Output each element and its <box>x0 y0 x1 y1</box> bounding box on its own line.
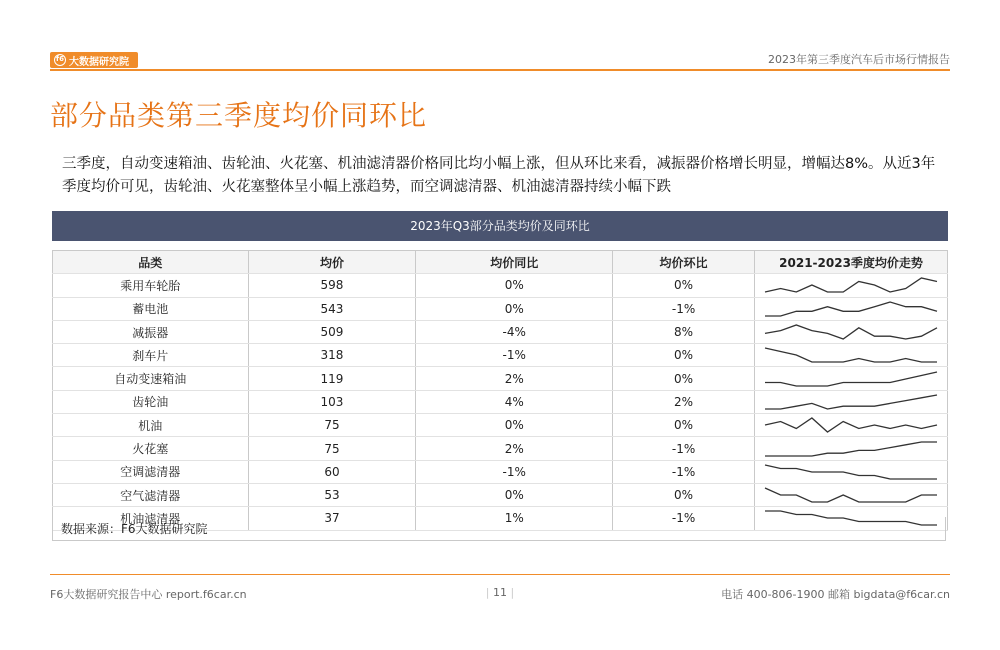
cell-trend <box>755 414 948 437</box>
cell-category: 自动变速箱油 <box>53 367 249 390</box>
cell-yoy: 4% <box>416 390 613 413</box>
cell-trend <box>755 390 948 413</box>
cell-qoq: -1% <box>613 437 755 460</box>
cell-yoy: -4% <box>416 320 613 343</box>
trend-sparkline <box>763 370 939 388</box>
cell-qoq: 0% <box>613 367 755 390</box>
table-title: 2023年Q3部分品类均价及同环比 <box>52 211 948 241</box>
col-header-category: 品类 <box>53 251 249 274</box>
cell-category: 机油 <box>53 414 249 437</box>
logo-text: 大数据研究院 <box>69 56 129 68</box>
cell-price: 509 <box>248 320 416 343</box>
cell-yoy: 0% <box>416 297 613 320</box>
table-row <box>53 297 948 320</box>
cell-qoq: 0% <box>613 344 755 367</box>
cell-price: 103 <box>248 390 416 413</box>
cell-qoq: -1% <box>613 460 755 483</box>
trend-line <box>765 302 937 316</box>
cell-trend <box>755 483 948 506</box>
cell-category: 刹车片 <box>53 344 249 367</box>
footer-contact: 电话 400-806-1900 邮箱 bigdata@f6car.cn <box>721 588 950 601</box>
cell-category: 减振器 <box>53 320 249 343</box>
report-title: 2023年第三季度汽车后市场行情报告 <box>768 53 950 66</box>
cell-price: 60 <box>248 460 416 483</box>
col-header-yoy: 均价同比 <box>416 251 613 274</box>
cell-price: 598 <box>248 274 416 297</box>
trend-sparkline <box>763 276 939 294</box>
cell-trend <box>755 274 948 297</box>
cell-price: 75 <box>248 414 416 437</box>
cell-category: 蓄电池 <box>53 297 249 320</box>
trend-line <box>765 395 937 409</box>
logo-mark-icon: f6 <box>54 54 66 66</box>
cell-yoy: -1% <box>416 460 613 483</box>
cell-qoq: 0% <box>613 414 755 437</box>
table-row <box>53 367 948 390</box>
trend-sparkline <box>763 440 939 458</box>
page-separator: | <box>510 586 515 599</box>
table-header-row <box>53 251 948 274</box>
cell-qoq: 0% <box>613 274 755 297</box>
cell-price: 543 <box>248 297 416 320</box>
cell-trend <box>755 460 948 483</box>
table-row <box>53 483 948 506</box>
cell-yoy: 0% <box>416 274 613 297</box>
cell-yoy: 0% <box>416 414 613 437</box>
header-divider <box>50 69 950 71</box>
cell-trend <box>755 367 948 390</box>
cell-category: 空气滤清器 <box>53 483 249 506</box>
table-row <box>53 414 948 437</box>
trend-line <box>765 325 937 339</box>
page-separator: | <box>485 586 490 599</box>
cell-price: 53 <box>248 483 416 506</box>
trend-line <box>765 278 937 292</box>
cell-trend <box>755 437 948 460</box>
trend-line <box>765 488 937 502</box>
trend-line <box>765 372 937 386</box>
cell-trend <box>755 297 948 320</box>
table-row <box>53 437 948 460</box>
cell-trend <box>755 320 948 343</box>
trend-sparkline <box>763 300 939 318</box>
price-table <box>52 250 948 531</box>
trend-sparkline <box>763 463 939 481</box>
cell-yoy: 0% <box>416 483 613 506</box>
cell-price: 75 <box>248 437 416 460</box>
page-title: 部分品类第三季度均价同环比 <box>50 99 428 132</box>
cell-price: 37 <box>248 507 416 530</box>
col-header-price: 均价 <box>248 251 416 274</box>
cell-yoy: 2% <box>416 437 613 460</box>
cell-qoq: -1% <box>613 297 755 320</box>
table-row <box>53 344 948 367</box>
trend-sparkline <box>763 323 939 341</box>
cell-price: 119 <box>248 367 416 390</box>
table-row <box>53 460 948 483</box>
page-number <box>470 586 530 599</box>
trend-line <box>765 348 937 362</box>
cell-yoy: -1% <box>416 344 613 367</box>
cell-category: 空调滤清器 <box>53 460 249 483</box>
trend-sparkline <box>763 346 939 364</box>
cell-category: 火花塞 <box>53 437 249 460</box>
footer-site: F6大数据研究报告中心 report.f6car.cn <box>50 588 247 601</box>
cell-qoq: -1% <box>613 507 755 530</box>
table-row <box>53 274 948 297</box>
trend-line <box>765 465 937 479</box>
col-header-qoq: 均价环比 <box>613 251 755 274</box>
cell-yoy: 2% <box>416 367 613 390</box>
footer-divider <box>50 574 950 575</box>
trend-line <box>765 442 937 456</box>
trend-sparkline <box>763 416 939 434</box>
cell-qoq: 8% <box>613 320 755 343</box>
cell-category: 乘用车轮胎 <box>53 274 249 297</box>
brand-logo <box>50 52 138 68</box>
cell-qoq: 2% <box>613 390 755 413</box>
data-source-note: 数据来源：F6大数据研究院 <box>52 517 946 541</box>
page-number-value: 11 <box>493 586 507 599</box>
summary-paragraph: 三季度，自动变速箱油、齿轮油、火花塞、机油滤清器价格同比均小幅上涨，但从环比来看，减振器价格增长明显，增幅达8%。从近3年季度均价可见，齿轮油、火花塞整体呈小幅上涨趋势，而空调滤清器、机油滤清器持续小幅下跌 <box>62 156 936 195</box>
trend-line <box>765 418 937 432</box>
cell-category: 齿轮油 <box>53 390 249 413</box>
cell-yoy: 1% <box>416 507 613 530</box>
col-header-trend: 2021-2023季度均价走势 <box>755 251 948 274</box>
cell-qoq: 0% <box>613 483 755 506</box>
trend-sparkline <box>763 393 939 411</box>
cell-category: 机油滤清器 <box>53 507 249 530</box>
table-row <box>53 390 948 413</box>
trend-sparkline <box>763 486 939 504</box>
page-header <box>0 0 1000 70</box>
cell-trend <box>755 344 948 367</box>
cell-price: 318 <box>248 344 416 367</box>
table-row <box>53 320 948 343</box>
